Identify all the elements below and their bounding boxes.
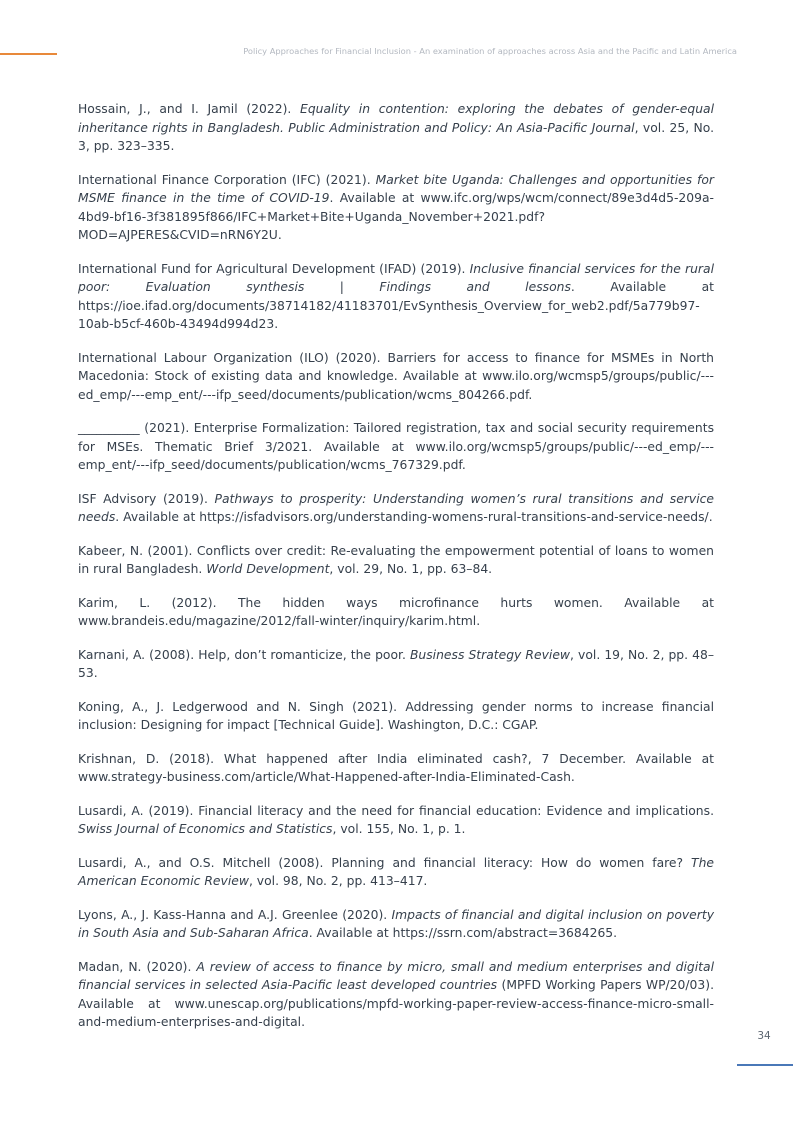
- reference-text: Kabeer, N. (2001). Conflicts over credit: Re-evaluating the empowerment potential of loans to women in rural Bangladesh.: [78, 543, 714, 576]
- footer-accent-rule: [737, 1064, 793, 1066]
- reference-text: International Finance Corporation (IFC) (2021).: [78, 172, 376, 187]
- reference-text: Lusardi, A. (2019). Financial literacy and the need for financial education: Evidence and implications.: [78, 803, 714, 818]
- reference-italic-title: World Development: [206, 562, 330, 576]
- reference-text: Koning, A., J. Ledgerwood and N. Singh (2021). Addressing gender norms to increase financial inclusion: Designing for impact [Technical Guide]. Washington, D.C.: CGAP.: [78, 699, 714, 732]
- reference-text: Karim, L. (2012). The hidden ways microfinance hurts women. Available at www.brandeis.edu/magazine/2012/fall-winter/inquiry/karim.html.: [78, 595, 714, 628]
- reference-entry: [78, 854, 714, 891]
- reference-entry: [78, 646, 714, 683]
- reference-italic-title: A review of access to finance by micro, small and medium enterprises and digital financial services in selected Asia-Pacific least developed countries: [78, 959, 714, 992]
- reference-entry: [78, 349, 714, 405]
- reference-text: , vol. 98, No. 2, pp. 413–417.: [248, 874, 428, 888]
- reference-text: Karnani, A. (2008). Help, don’t romanticize, the poor.: [78, 647, 410, 662]
- reference-entry: [78, 100, 714, 156]
- reference-entry: [78, 419, 714, 475]
- running-header-title: Policy Approaches for Financial Inclusion - An examination of approaches across Asia and the Pacific and Latin America: [243, 46, 737, 56]
- reference-entry: [78, 802, 714, 839]
- reference-italic-title: The American Economic Review: [78, 855, 714, 888]
- reference-italic-title: Business Strategy Review: [409, 647, 571, 662]
- reference-text: International Fund for Agricultural Development (IFAD) (2019).: [78, 261, 470, 276]
- reference-italic-title: Swiss Journal of Economics and Statistics: [78, 822, 333, 836]
- reference-text: ISF Advisory (2019).: [78, 491, 215, 506]
- reference-text: Madan, N. (2020).: [78, 959, 197, 974]
- reference-text: Lyons, A., J. Kass-Hanna and A.J. Greenlee (2020).: [78, 907, 392, 922]
- reference-italic-title: Impacts of financial and digital inclusion on poverty in South Asia and Sub-Saharan Africa: [78, 907, 714, 940]
- reference-text: Lusardi, A., and O.S. Mitchell (2008). Planning and financial literacy: How do women fare?: [78, 855, 692, 870]
- reference-text: . Available at www.ifc.org/wps/wcm/connect/89e3d4d5-209a-4bd9-bf16-3f381895f866/IFC+Market+Bite+Uganda_November+2021.pdf?MOD=AJPERES&CVID=nRN6Y2U.: [78, 191, 714, 242]
- reference-entry: [78, 906, 714, 943]
- reference-entry: [78, 490, 714, 527]
- reference-text: (MPFD Working Papers WP/20/03). Available at www.unescap.org/publications/mpfd-working-paper-review-access-finance-micro-small-and-medium-enterprises-and-digital.: [78, 978, 714, 1029]
- reference-list: [78, 100, 714, 1047]
- reference-italic-title: Pathways to prosperity: Understanding women’s rural transitions and service needs: [78, 491, 714, 524]
- reference-entry: [78, 171, 714, 245]
- reference-entry: [78, 698, 714, 735]
- reference-italic-title: Inclusive financial services for the rural poor: Evaluation synthesis | Findings and lessons: [78, 261, 715, 294]
- reference-text: . Available at https://ioe.ifad.org/documents/38714182/41183701/EvSynthesis_Overview_for_web2.pdf/5a779b97-10ab-b5cf-460b-43494d994d23.: [78, 280, 714, 331]
- reference-entry: [78, 542, 714, 579]
- reference-text: International Labour Organization (ILO) (2020). Barriers for access to finance for MSMEs in North Macedonia: Stock of existing data and knowledge. Available at www.ilo.org/wcmsp5/groups/public/---ed_emp/---emp_ent/---ifp_seed/documents/publication/wcms_804266.pdf.: [78, 350, 714, 402]
- reference-entry: [78, 260, 714, 334]
- reference-text: , vol. 19, No. 2, pp. 48–53.: [78, 647, 714, 680]
- reference-text: Krishnan, D. (2018). What happened after India eliminated cash?, 7 December. Available at www.strategy-business.com/article/What-Happened-after-India-Eliminated-Cash.: [78, 751, 714, 784]
- reference-text: . Available at https://isfadvisors.org/understanding-womens-rural-transitions-and-service-needs/.: [115, 510, 713, 524]
- reference-text: , vol. 29, No. 1, pp. 63–84.: [329, 562, 493, 576]
- reference-text: , vol. 155, No. 1, p. 1.: [332, 822, 466, 836]
- page-number: 34: [757, 1030, 771, 1042]
- reference-entry: [78, 594, 714, 631]
- reference-italic-title: Equality in contention: exploring the debates of gender-equal inheritance rights in Bangladesh. Public Administration and Policy: An Asia-Pacific Journal: [78, 102, 715, 135]
- reference-text: , vol. 25, No. 3, pp. 323–335.: [78, 120, 714, 153]
- reference-text: __________ (2021). Enterprise Formalization: Tailored registration, tax and social security requirements for MSEs. Thematic Brief 3/2021. Available at www.ilo.org/wcmsp5/groups/public/---ed_emp/---emp_ent/---ifp_seed/documents/publication/wcms_767329.pdf.: [78, 421, 714, 472]
- reference-entry: [78, 750, 714, 787]
- reference-text: . Available at https://ssrn.com/abstract=3684265.: [308, 926, 618, 940]
- reference-text: Hossain, J., and I. Jamil (2022).: [78, 102, 301, 116]
- header-accent-rule: [0, 53, 57, 55]
- reference-italic-title: Market bite Uganda: Challenges and opportunities for MSME finance in the time of COVID-19: [78, 172, 714, 205]
- reference-entry: [78, 958, 714, 1032]
